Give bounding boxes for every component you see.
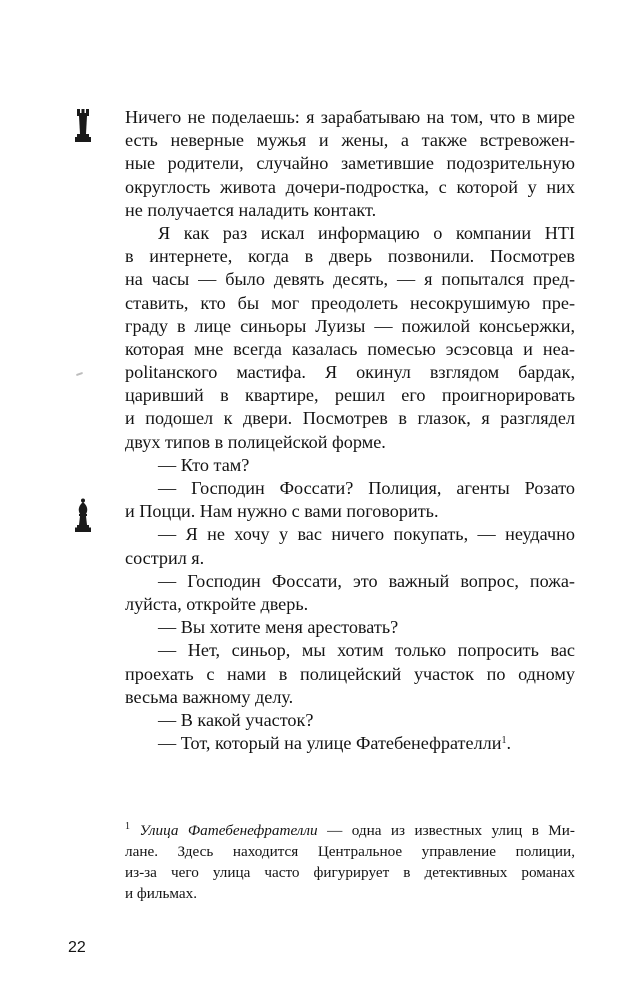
text-line: [125, 570, 575, 593]
footnote-term: Улица Фатебенефрателли: [139, 822, 318, 839]
text-line-content: проехать с нами в полицейский участок по одному: [125, 663, 575, 684]
text-line-content: двух типов в полицейской форме.: [125, 431, 386, 452]
main-text: [125, 106, 575, 755]
page-speck: [76, 372, 83, 376]
text-line: [125, 477, 575, 500]
text-line: [125, 523, 575, 546]
footnote-first-line-rest: — одна из известных улиц в Ми-: [317, 822, 575, 839]
text-line-content: не получается наладить контакт.: [125, 199, 377, 220]
text-line-content: — Нет, синьор, мы хотим только попросить вас: [158, 640, 575, 661]
text-line: [125, 268, 575, 291]
text-line-content: Ничего не поделаешь: я зарабатываю на том, что в мире: [125, 107, 575, 127]
text-line-content: весьма важному делу.: [125, 686, 294, 707]
text-line-content: сострил я.: [125, 547, 205, 568]
text-line-content: — Кто там?: [158, 454, 250, 475]
text-line: [125, 547, 575, 570]
text-line-content: в интернете, когда в дверь позвонили. Посмотрев: [125, 246, 575, 267]
text-line-content: — Тот, который на улице Фатебенефрателли: [158, 733, 502, 754]
text-line-content: луйста, откройте дверь.: [125, 593, 309, 614]
text-line-content: ные родители, случайно заметившие подозрительную: [125, 153, 575, 174]
text-line: [125, 361, 575, 384]
text-line: [125, 686, 575, 709]
page-number: 22: [68, 939, 86, 956]
text-line: [125, 593, 575, 616]
footnote-line: из-за чего улица часто фигурирует в детективных романах: [125, 864, 575, 881]
text-line-content: есть неверные мужья и жены, а также встревожен-: [125, 130, 575, 151]
text-line-content: на часы — было девять десять, — я попытался пред-: [125, 269, 575, 290]
text-line: [125, 663, 575, 686]
footnote-line: лане. Здесь находится Центральное управление полиции,: [125, 843, 575, 860]
text-line: [125, 129, 575, 152]
text-line: [125, 106, 575, 129]
chess-bishop-icon: [73, 498, 93, 534]
text-line: [125, 176, 575, 199]
text-line: [125, 732, 575, 755]
footnote-reference: 1: [501, 735, 507, 747]
text-line-content: — Я не хочу у вас ничего покупать, — неудачно: [158, 524, 575, 545]
text-line: [125, 199, 575, 222]
text-line-content: и подошел к двери. Посмотрев в глазок, я разглядел: [125, 408, 575, 429]
text-line: [125, 709, 575, 732]
text-line-content: ставить, кто бы мог преодолеть несокрушимую пре-: [125, 292, 575, 313]
footnote-marker: 1: [125, 821, 130, 832]
text-line: [125, 315, 575, 338]
footnote-line: и фильмах.: [125, 885, 198, 902]
text-line: [125, 616, 575, 639]
text-line-content: — В какой участок?: [158, 709, 314, 730]
text-line-content: politанского мастифа. Я окинул взглядом бардак,: [125, 362, 575, 383]
text-line: [125, 338, 575, 361]
text-line: [125, 245, 575, 268]
text-line: [125, 639, 575, 662]
text-line-content: царивший в квартире, решил его проигнорировать: [125, 385, 575, 406]
footnote: [125, 820, 575, 904]
footnote-line: [125, 820, 575, 841]
text-line: [125, 292, 575, 315]
text-line-content: Я как раз искал информацию о компании НТI: [158, 222, 575, 243]
text-line: [125, 454, 575, 477]
text-line: [125, 431, 575, 454]
text-line: [125, 222, 575, 245]
sentence-period: .: [506, 733, 512, 754]
text-line-content: округлость живота дочери-подростка, с которой у них: [125, 176, 575, 197]
text-line-content: — Господин Фоссати, это важный вопрос, пожа-: [158, 570, 575, 591]
text-line: [125, 384, 575, 407]
text-line-content: — Вы хотите меня арестовать?: [158, 617, 399, 638]
text-line-content: которая мне всегда казалась помесью эсэсовца и неа-: [125, 338, 575, 359]
text-line: [125, 500, 575, 523]
text-line-content: граду в лице синьоры Луизы — пожилой консьержки,: [125, 315, 575, 336]
text-line: [125, 407, 575, 430]
text-line: [125, 152, 575, 175]
text-line-content: — Господин Фоссати? Полиция, агенты Розато: [158, 478, 575, 498]
chess-rook-icon: [73, 108, 93, 144]
text-line-content: и Поцци. Нам нужно с вами поговорить.: [125, 501, 439, 522]
